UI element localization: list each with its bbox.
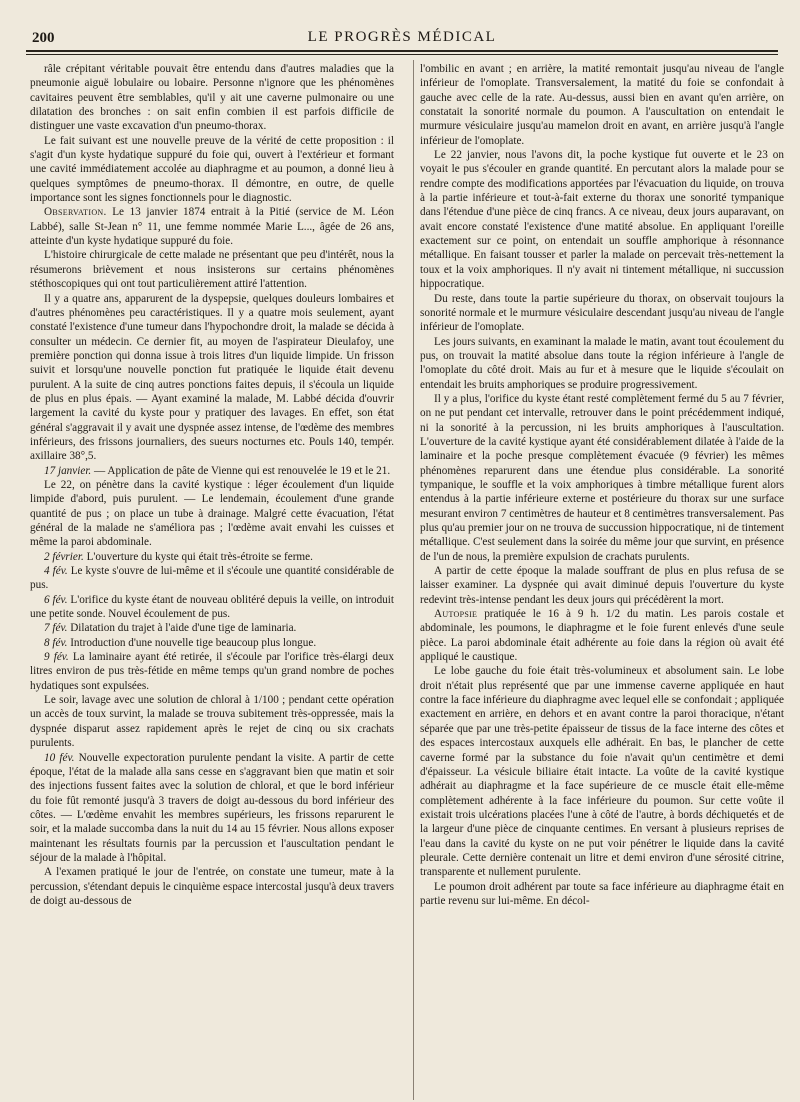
paragraph (30, 134, 394, 206)
paragraph-text: L'histoire chirurgicale de cette malade ne présentant que peu d'intérêt, nous la résumerons brièvement et nous insisterons sur certains phénomènes stéthoscopiques qui ont tout particulièrement attiré l'attention. (30, 249, 394, 291)
paragraph (30, 693, 394, 750)
paragraph (30, 62, 394, 134)
paragraph (30, 248, 394, 291)
paragraph-text: — Application de pâte de Vienne qui est renouvelée le 19 et le 21. (91, 464, 391, 477)
paragraph (30, 464, 394, 478)
paragraph-text: Dilatation du trajet à l'aide d'une tige de laminaria. (67, 622, 297, 635)
paragraph-text: Introduction d'une nouvelle tige beaucoup plus longue. (67, 636, 317, 649)
paragraph-lead: 9 fév. (44, 651, 69, 664)
left-column (30, 62, 394, 1098)
paragraph-text: Il y a plus, l'orifice du kyste étant resté complètement fermé du 5 au 7 février, on ne put pendant cet intervalle, retrouver dans le point précédemment indiqué, ni la sonorité à la percussion, ni les bruits amphoriques à l'auscultation. L'ouverture de la cavité kystique ayant été considérablement dilatée à l'aide de la laminaire et la poche presque complètement évacuée (9 février) les mêmes phénomènes reparurent dans une étendue plus considérable. La sonorité tympanique, le souffle et la voix amphoriques à timbre métallique furent alors entendus à la partie inférieure externe et postérieure du thorax sur une surface mesurant environ 7 centimètres de hauteur et 8 centimètres transversalement. Pas plus qu'au premier jour on ne trouva de succussion hippocratique, ni de tintement métallique. C'est seulement dans la soirée du même jour que survint, en présence de l'un de nous, la première expulsion de crachats purulents. (420, 392, 784, 563)
paragraph (30, 550, 394, 564)
journal-title: LE PROGRÈS MÉDICAL (307, 29, 497, 45)
paragraph-lead: Autopsie (434, 608, 478, 621)
paragraph-lead: 7 fév. (44, 622, 68, 635)
paragraph-text: Le 22, on pénètre dans la cavité kystique : léger écoulement d'un liquide limpide d'abord, puis purulent. — Le lendemain, écoulement d'une grande quantité de pus ; on place un tube à drainage. Malgré cette évacuation, l'état général de la malade ne s'améliora pas ; l'œdème avait envahi les cuisses et même la paroi abdominale. (30, 478, 394, 549)
header-rule-thin (26, 54, 778, 55)
paragraph (30, 621, 394, 635)
paragraph-text: Le poumon droit adhérent par toute sa face inférieure au diaphragme était en partie revenu sur lui-même. En décol- (420, 880, 784, 907)
paragraph-text: A partir de cette époque la malade souffrant de plus en plus refusa de se laisser examiner. La dyspnée qui avait diminué depuis l'ouverture du kyste redevint très-intense pendant les deux jours qui précédèrent la mort. (420, 565, 784, 606)
paragraph-lead: 17 janvier. (44, 464, 92, 477)
paragraph (30, 478, 394, 550)
paragraph (30, 650, 394, 693)
paragraph (420, 607, 784, 664)
paragraph-text: Le 13 janvier 1874 entrait à la Pitié (service de M. Léon Labbé), salle St-Jean n° 11, une femme nommée Marie L..., âgée de 26 ans, atteinte d'un kyste hydatique suppuré du foie. (30, 206, 394, 248)
paragraph-text: l'ombilic en avant ; en arrière, la matité remontait jusqu'au niveau de l'angle inférieur de l'omoplate. Transversalement, la matité du foie se confondait à gauche avec celle de la rate. Au-dessus, aussi bien en avant qu'en arrière, on constatait la sonorité normale du poumon. A l'auscultation on entendait le murmure vésiculaire jusqu'au mamelon droit en avant, en arrière jusqu'à l'angle inférieur de l'omoplate. (420, 63, 784, 147)
paragraph-text: Le kyste s'ouvre de lui-même et il s'écoule une quantité considérable de pus. (30, 565, 394, 592)
paragraph-lead: 10 fév. (44, 751, 75, 764)
paragraph-text: La laminaire ayant été retirée, il s'écoule par l'orifice très-élargi deux litres environ de pus très-fétide en même temps qu'un grand nombre de poches hydatiques sont expulsées. (30, 651, 394, 692)
page-number: 200 (32, 30, 55, 46)
paragraph (30, 751, 394, 866)
paragraph (420, 564, 784, 607)
paragraph (420, 335, 784, 392)
paragraph-text: Le 22 janvier, nous l'avons dit, la poche kystique fut ouverte et le 23 on voyait le pus s'écouler en grande quantité. En percutant alors la malade pour se rendre compte des modifications apportées par l'évacuation du liquide, on trouva à la partie inférieure et tout-à-fait externe du thorax une sonorité tympanique dans l'étendue d'une pièce de cinq francs. A ce niveau, deux jours auparavant, on avait encore constaté l'existence d'une matité absolue. En appliquant l'oreille exactement sur ce point, on entendait un souffle amphorique à résonnance métallique. En faisant tousser et parler la malade on percevait très-nettement la toux et la voix amphoriques. Il n'y avait ni tintement métallique, ni succussion hippocratique. (420, 149, 784, 291)
paragraph-text: Les jours suivants, en examinant la malade le matin, avant tout écoulement du pus, on trouvait la matité absolue dans toute la région inférieure à l'angle de l'omoplate du côté droit. Mais au fur et à mesure que le liquide s'écoulait on entendait les bruits amphoriques se produire progressivement. (420, 335, 784, 391)
paragraph (30, 292, 394, 464)
paragraph-text: Il y a quatre ans, apparurent de la dyspepsie, quelques douleurs lombaires et d'autres phénomènes peu caractéristiques. Il y a quatre mois seulement, ayant constaté l'existence d'une tumeur dans l'hypochondre droit, la malade se décida à consulter un médecin. Ce dernier fit, au moyen de l'aspirateur Dieulafoy, une première ponction qui donna issue à trois litres d'un liquide limpide. Un frisson suivit et lorsqu'une nouvelle ponction fut pratiquée le liquide était devenu purulent. A la suite de cinq autres ponctions faites depuis, il s'écoula un liquide de plus en plus épais. — Ayant examiné la malade, M. Labbé décida d'ouvrir largement la cavité du kyste pour y pratiquer des lavages. En effet, son état général s'aggravait il y avait une dyspnée assez intense, de l'œdème des membres inférieurs, des frissons journaliers, des sueurs nocturnes etc. Pouls 140, tempér. axillaire 38°,5. (30, 292, 394, 463)
paragraph-text: L'orifice du kyste étant de nouveau oblitéré depuis la veille, on introduit une petite sonde. Nouvel écoulement de pus. (30, 593, 394, 621)
paragraph-lead: 2 février. (44, 550, 84, 563)
right-column (420, 62, 784, 1098)
paragraph-text: râle crépitant véritable pouvait être entendu dans d'autres maladies que la pneumonie aiguë lobulaire ou lobaire. Personne n'ignore que les phénomènes cavitaires peuvent être semblables, qu'il y ait une caverne pulmonaire ou une dilatation des bronches : on sait enfin combien il est parfois difficile de distinguer une vaste excavation d'un pneumo-thorax. (30, 63, 394, 133)
paragraph-text: A l'examen pratiqué le jour de l'entrée, on constate une tumeur, mate à la percussion, s'étendant depuis le cinquième espace intercostal jusqu'à deux travers de doigt au-dessous de (30, 866, 394, 907)
paragraph-text: Le soir, lavage avec une solution de chloral à 1/100 ; pendant cette opération un accès de toux survint, la malade se trouva subitement très-oppressée, mais la dyspnée disparut assez rapidement après le rejet de cinq ou six crachats purulents. (30, 694, 394, 750)
paragraph (420, 62, 784, 148)
paragraph (30, 865, 394, 908)
paragraph-lead: Observation. (44, 206, 107, 219)
paragraph (420, 392, 784, 564)
paragraph-text: Du reste, dans toute la partie supérieure du thorax, on observait toujours la sonorité normale et le murmure vésiculaire descendant jusqu'au niveau de l'angle inférieur de l'omoplate. (420, 292, 784, 334)
paragraph-lead: 6 fév. (44, 593, 68, 606)
paragraph-lead: 8 fév. (44, 636, 68, 649)
paragraph (30, 205, 394, 248)
paragraph (30, 593, 394, 622)
paragraph (420, 880, 784, 909)
paragraph (30, 564, 394, 593)
paragraph-lead: 4 fév. (44, 565, 68, 578)
paragraph-text: Le lobe gauche du foie était très-volumineux et absolument sain. Le lobe droit n'était plus représenté que par une immense caverne appliquée en haut contre la face inférieure du diaphragme avec lequel elle se confondait ; appliquée exactement en arrière, en dehors et en avant contre la paroi thoracique, n'étant séparée que par une très-petite épaisseur de tissus de la face interne des côtes et des espaces intercostaux auxquels elle adhérait. En bas, le plancher de cette caverne formé par la substance du foie n'avait qu'un centimètre et demi d'épaisseur. La vésicule biliaire était intacte. La voûte de la cavité kystique adhérait au diaphragme et la face supérieure de ce muscle était elle-même complètement adhérente à la face inférieure du poumon. Sur cette voûte il existait trois ulcérations placées l'une à côté de l'autre, à bords déchiquetés et de la largeur d'une pièce de cinquante centimes. En versant à plusieurs reprises de l'eau dans la cavité du kyste on ne put voir pénétrer le liquide dans la cavité pleurale. Cette dernière contenait un litre et demi environ d'une sérosité citrine, transparente et nullement purulente. (420, 665, 784, 879)
paragraph-text: Nouvelle expectoration purulente pendant la visite. A partir de cette époque, l'état de la malade alla sans cesse en s'aggravant bien que matin et soir des injections fussent faites avec la solution de chloral, et que le bord inférieur du foie fût remonté jusqu'à 3 travers de doigt au-dessous du bord inférieur des côtes. — L'œdème envahit les membres supérieurs, les frissons reparurent le soir, et la malade succomba dans la nuit du 14 au 15 février. Nous allons exposer maintenant les résultats fournis par la percussion et l'auscultation pendant le séjour de la malade à l'hôpital. (30, 751, 394, 864)
header-rule-thick (26, 50, 778, 52)
paragraph (420, 664, 784, 879)
paragraph-text: pratiquée le 16 à 9 h. 1/2 du matin. Les parois costale et abdominale, les poumons, le diaphragme et le foie furent enlevés d'une seule pièce. La paroi abdominale était adhérente au foie dans la région où avait été appliqué le caustique. (420, 608, 784, 664)
paragraph-text: Le fait suivant est une nouvelle preuve de la vérité de cette proposition : il s'agit d'un kyste hydatique suppuré du foie qui, ouvert à l'extérieur et formant une cavité immédiatement accolée au diaphragme et au poumon, a donné lieu à quelques symptômes de pneumo-thorax. Il démontre, en outre, de quelle importance sont les signes fonctionnels pour le diagnostic. (30, 134, 394, 205)
paragraph (420, 148, 784, 291)
paragraph (30, 636, 394, 650)
column-divider (413, 60, 414, 1100)
paragraph (420, 292, 784, 335)
paragraph-text: L'ouverture du kyste qui était très-étroite se ferme. (83, 550, 313, 563)
page-header (26, 26, 778, 50)
